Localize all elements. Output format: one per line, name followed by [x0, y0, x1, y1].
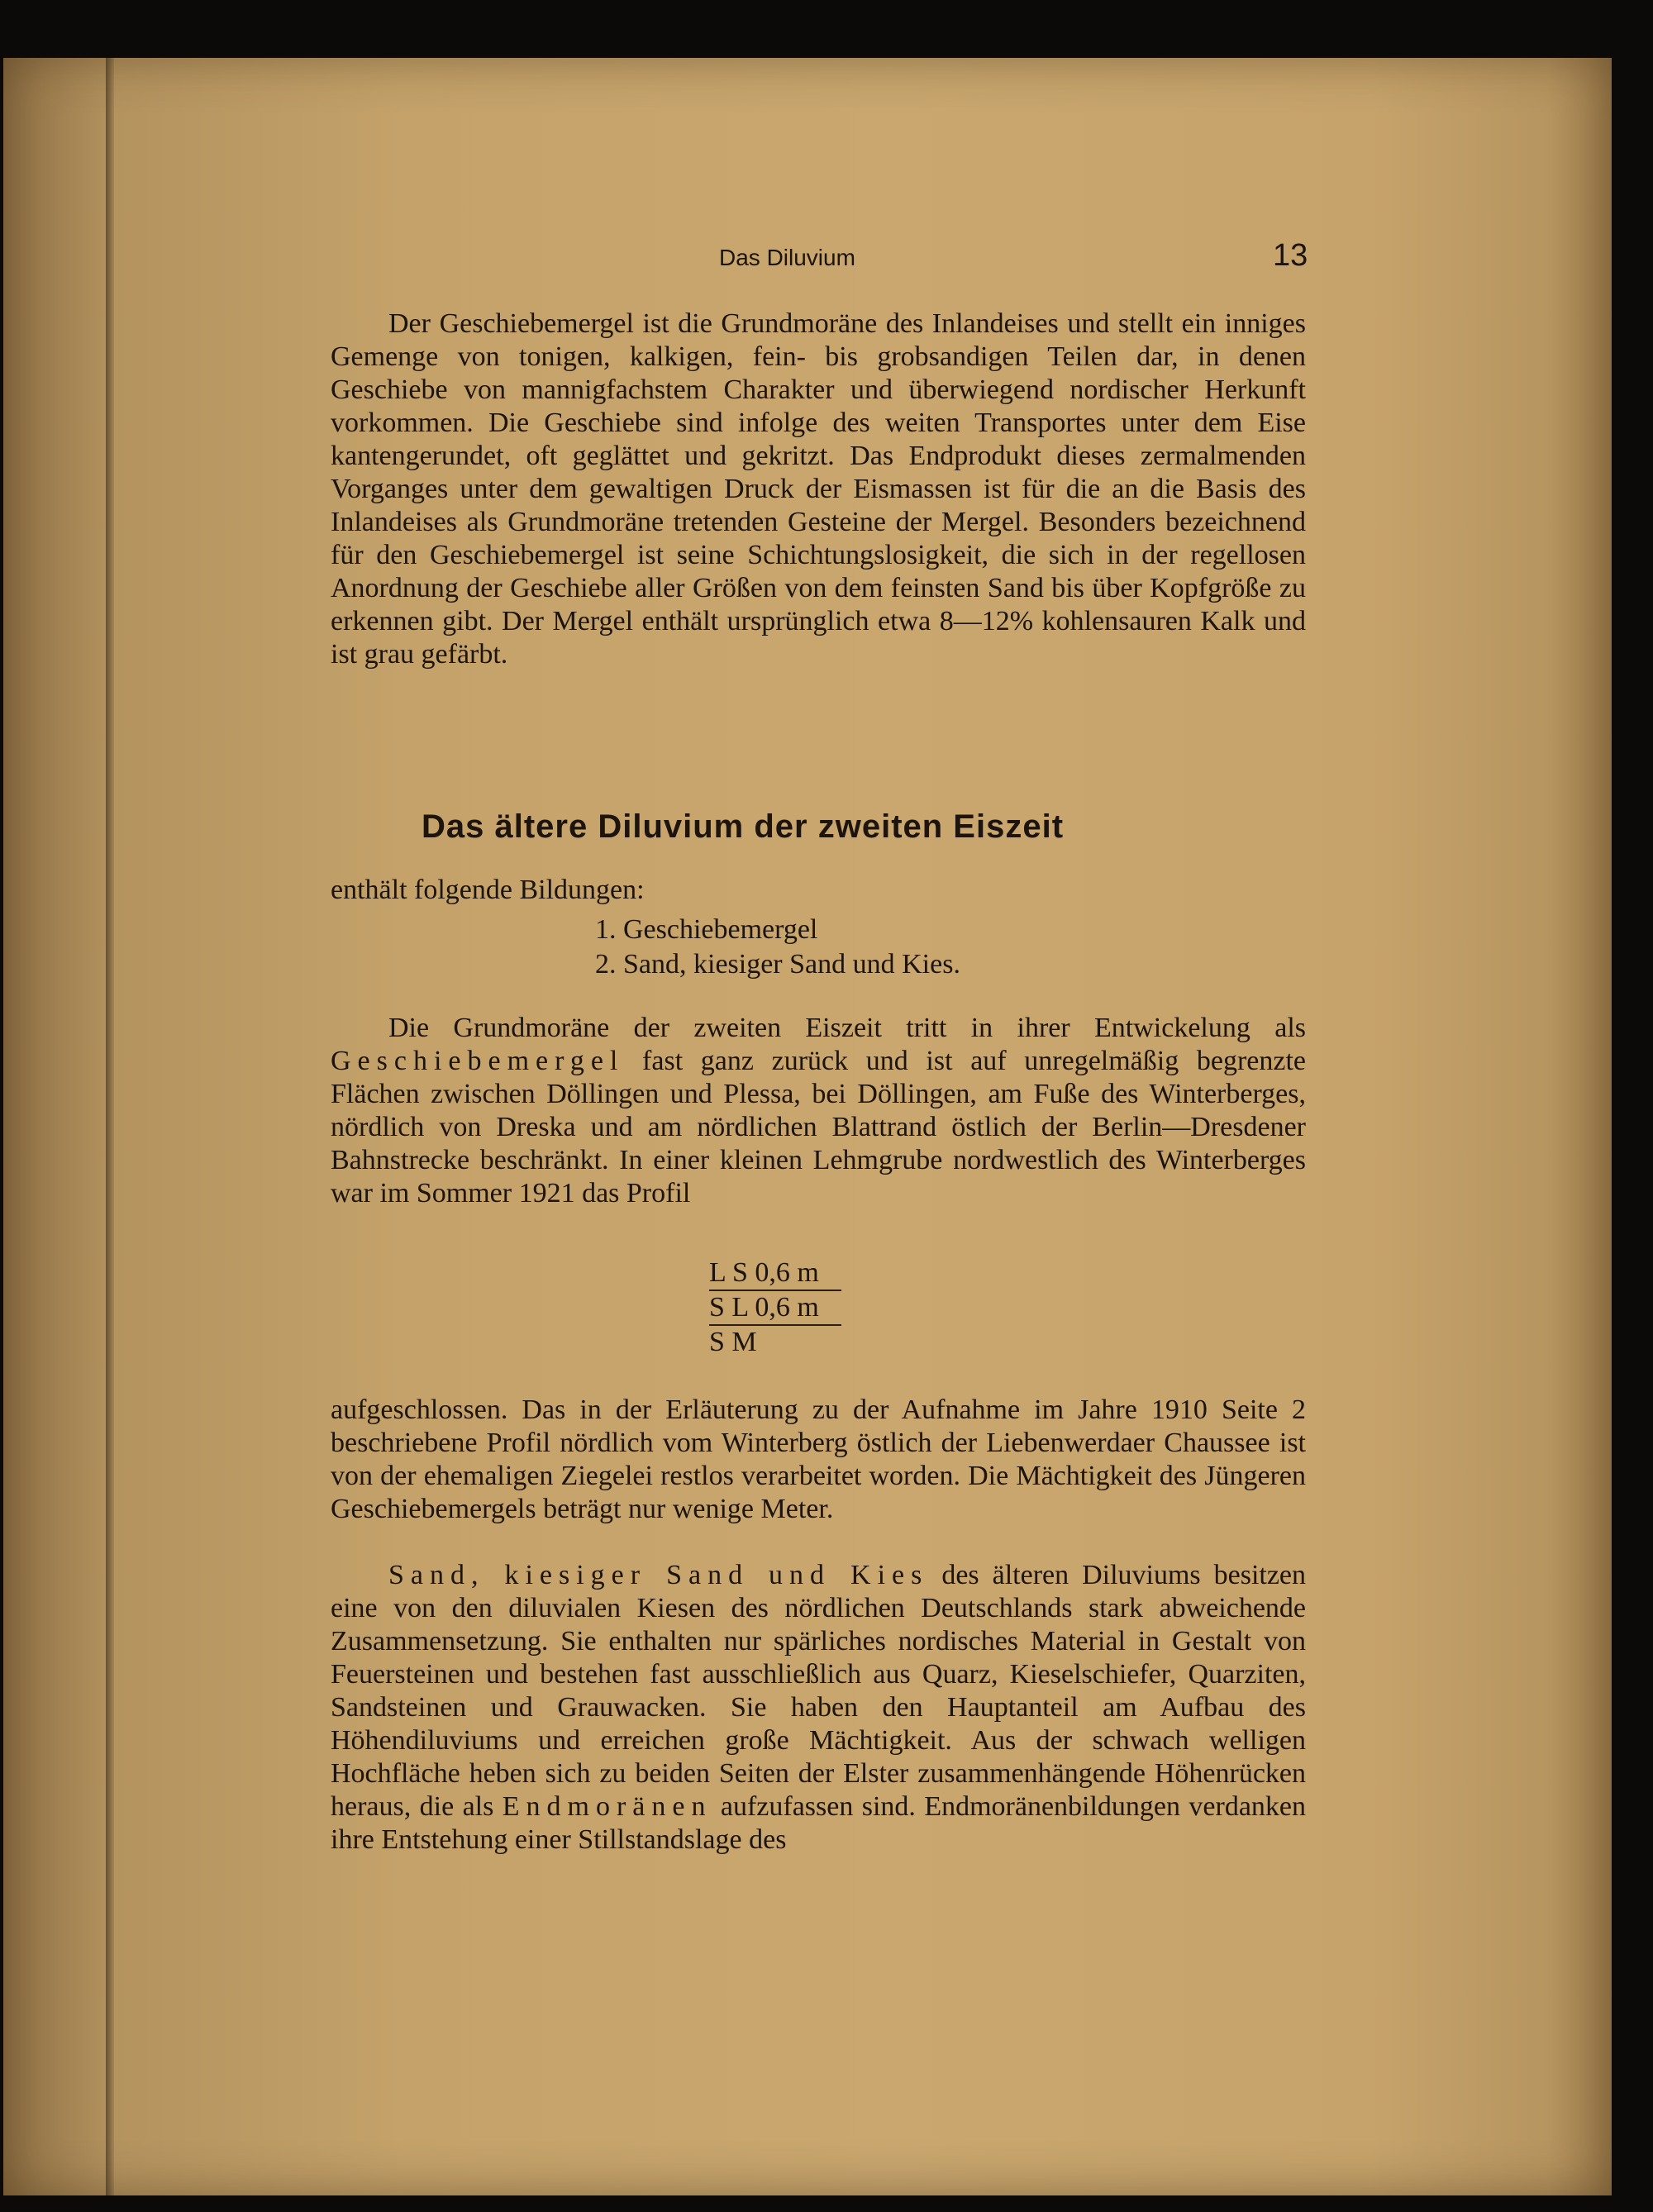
paragraph-text: aufzufassen sind. Endmoränenbildungen verdanken ihre Entstehung einer Stillstandslage des: [331, 1791, 1307, 1855]
profile-layer: S M: [709, 1327, 757, 1357]
paragraph-sand-kies: [331, 1559, 1306, 1857]
spaced-term: Endmoränen: [502, 1791, 712, 1822]
paragraph-text: Die Grundmoräne der zweiten Eiszeit tritt in ihrer Entwickelung als: [388, 1013, 1306, 1043]
running-header-title: Das Diluvium: [719, 245, 855, 270]
paragraph-grundmoraene: [331, 1012, 1306, 1210]
soil-profile: [709, 1256, 841, 1359]
formation-list: [595, 913, 960, 982]
page-number: 13: [1273, 238, 1308, 273]
profile-layer: S L 0,6 m: [709, 1291, 841, 1326]
page-gutter: [106, 58, 114, 2195]
profile-layer: L S 0,6 m: [709, 1256, 841, 1291]
spaced-term: Geschiebemergel: [331, 1046, 625, 1076]
spaced-term: Sand, kiesiger Sand und Kies: [388, 1560, 929, 1590]
paragraph-text: fast ganz zurück und ist auf unregelmäßig begrenzte Flächen zwischen Döllingen und Plessa, bei Döllingen, am Fuße des Winterberges, nördlich von Dreska und am nördlichen Blattrand östlich der Berlin—Dresdener Bahnstrecke beschränkt. In einer kleinen Lehmgrube nordwestlich des Winterberges war im Sommer 1921 das Profil: [331, 1046, 1306, 1208]
list-item: 2. Sand, kiesiger Sand und Kies.: [595, 949, 960, 980]
paragraph-text: des älteren Diluviums besitzen eine von den diluvialen Kiesen des nördlichen Deutschlands stark abweichende Zusammensetzung. Sie enthalten nur spärliches nordisches Material in Gestalt von Feuersteinen und bestehen fast ausschließlich aus Quarz, Kieselschiefer, Quarziten, Sandsteinen und Grauwacken. Sie haben den Hauptanteil am Aufbau des Höhendiluviums und erreichen große Mächtigkeit. Aus der schwach welligen Hochfläche heben sich zu beiden Seiten der Elster zusammenhängende Höhenrücken heraus, die als: [331, 1560, 1307, 1822]
paragraph-aufgeschlossen: aufgeschlossen. Das in der Erläuterung zu der Aufnahme im Jahre 1910 Seite 2 beschriebene Profil nördlich vom Winterberg östlich der Liebenwerdaer Chaussee ist von der ehemaligen Ziegelei restlos verarbeitet worden. Die Mächtigkeit des Jüngeren Geschiebemergels beträgt nur wenige Meter.: [331, 1394, 1306, 1524]
section-intro: enthält folgende Bildungen:: [331, 875, 645, 905]
paragraph-geschiebemergel: Der Geschiebemergel ist die Grundmoräne des Inlandeises und stellt ein inniges Gemenge von tonigen, kalkigen, fein- bis grobsandigen Teilen dar, in denen Geschiebe von mannigfachstem Charakter und überwiegend nordischer Herkunft vorkommen. Die Geschiebe sind infolge des weiten Transportes unter dem Eise kantengerundet, oft geglättet und gekritzt. Das Endprodukt dieses zermalmenden Vorganges unter dem gewaltigen Druck der Eismassen ist für die an die Basis des Inlandeises als Grundmoräne tretenden Gesteine der Mergel. Besonders bezeichnend für den Geschiebemergel ist seine Schichtungslosigkeit, die sich in der regellosen Anordnung der Geschiebe aller Größen von dem feinsten Sand bis über Kopfgröße zu erkennen gibt. Der Mergel enthält ursprünglich etwa 8—12% kohlensauren Kalk und ist grau gefärbt.: [331, 308, 1306, 670]
section-heading: Das ältere Diluvium der zweiten Eiszeit: [422, 808, 1065, 845]
list-item: 1. Geschiebemergel: [595, 914, 818, 945]
